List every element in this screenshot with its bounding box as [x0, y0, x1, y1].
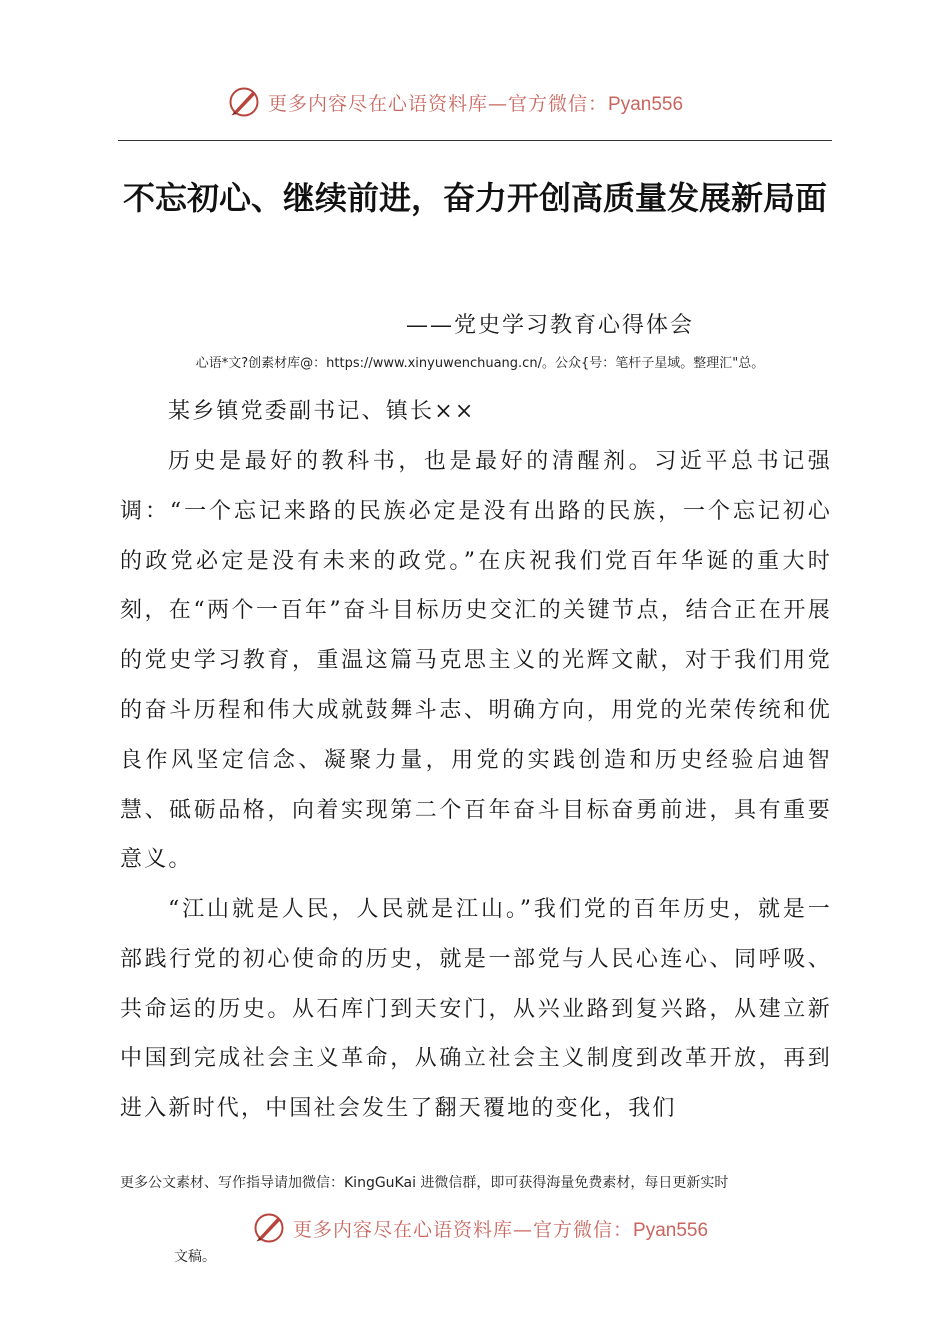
footer-banner	[251, 1210, 708, 1246]
footer-note: 更多公文素材、写作指导请加微信：KingGuKai 进微信群，即可获得海量免费素材，每日更新实时	[120, 1175, 729, 1191]
paragraph-1: 历史是最好的教科书，也是最好的清醒剂。习近平总书记强调：“一个忘记来路的民族必定是没有出路的民族，一个忘记初心的政党必定是没有未来的政党。”在庆祝我们党百年华诞的重大时刻，在“两个一百年”奋斗目标历史交汇的关键节点，结合正在开展的党史学习教育，重温这篇马克思主义的光辉文献，对于我们用党的奋斗历程和伟大成就鼓舞斗志、明确方向，用党的光荣传统和优良作风坚定信念、凝聚力量，用党的实践创造和历史经验启迪智慧、砥砺品格，向着实现第二个百年奋斗目标奋勇前进，具有重要意义。	[120, 449, 832, 873]
footer-note-continuation: 文稿。	[174, 1249, 216, 1265]
paragraph-2: “江山就是人民，人民就是江山。”我们党的百年历史，就是一部践行党的初心使命的历史，就是一部党与人民心连心、同呼吸、共命运的历史。从石库门到天安门，从兴业路到复兴路，从建立新中国到完成社会主义革命，从确立社会主义制度到改革开放，再到进入新时代，中国社会发生了翻天覆地的变化，我们	[120, 897, 832, 1122]
footer-banner-text: 更多内容尽在心语资料库—官方微信：Pyan556	[293, 1218, 709, 1241]
header-banner-text: 更多内容尽在心语资料库—官方微信：Pyan556	[268, 92, 684, 115]
source-note: 心语*文?创素材库@：https://www.xinyuwenchuang.cn/。公众{号：笔杆子星域。整理汇"总。	[195, 356, 765, 371]
header-divider	[118, 140, 832, 141]
document-subtitle: ——党史学习教育心得体会	[405, 313, 694, 338]
author-line: 某乡镇党委副书记、镇长××	[168, 399, 476, 424]
pen-nib-logo-icon	[226, 84, 262, 120]
document-title: 不忘初心、继续前进，奋力开创高质量发展新局面	[122, 179, 827, 217]
header-banner	[226, 84, 683, 120]
pen-nib-logo-icon	[251, 1210, 287, 1246]
